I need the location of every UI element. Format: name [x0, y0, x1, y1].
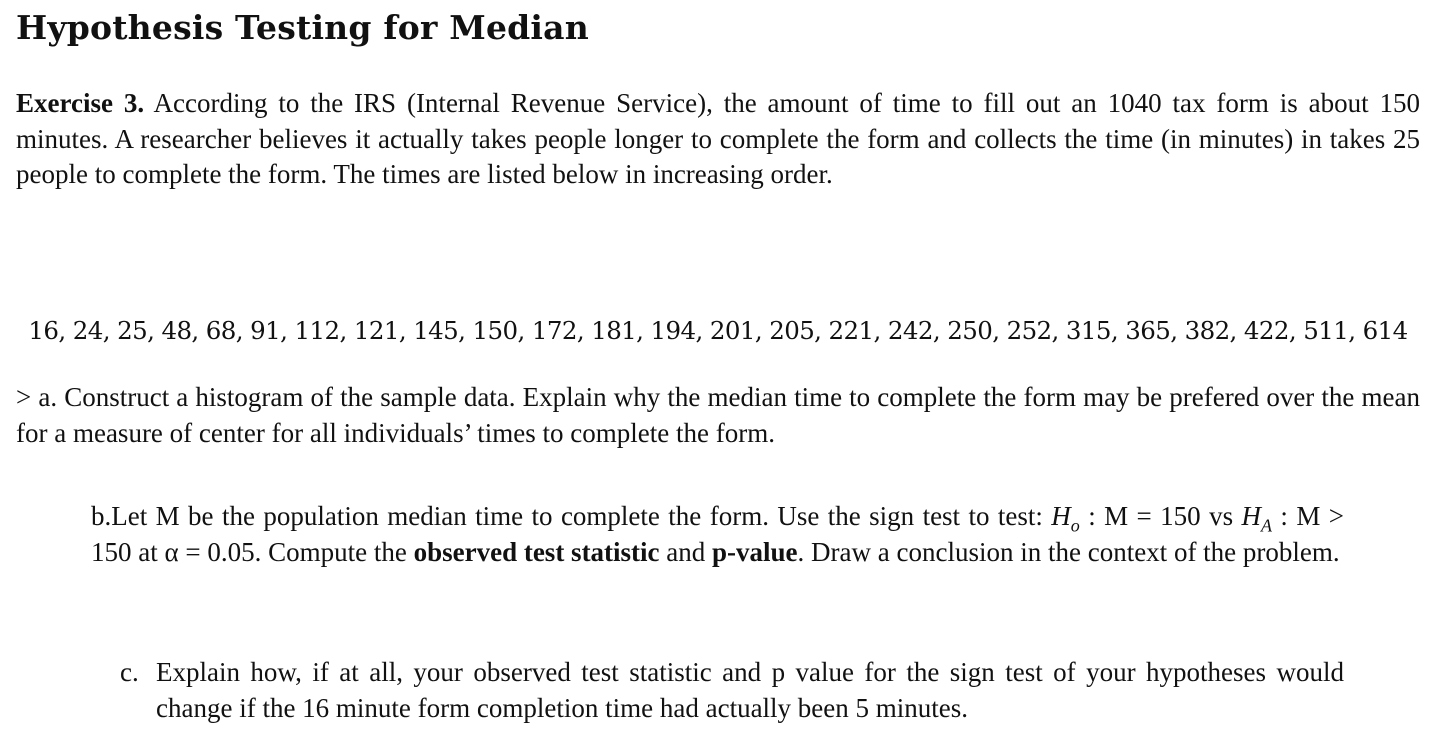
alt-hypothesis-symbol: H — [1241, 501, 1262, 531]
part-a-paragraph: > a. Construct a histogram of the sample data. Explain why the median time to complete the form may be prefered over the mean for a measure of center for all individuals’ times to complete the form. — [16, 382, 1420, 448]
exercise-label: Exercise 3. — [16, 88, 145, 118]
page-title: Hypothesis Testing for Median — [16, 8, 589, 47]
data-values: 16, 24, 25, 48, 68, 91, 112, 121, 145, 150, 172, 181, 194, 201, 205, 221, 242, 250, 252, 315, 365, 382, 422, 511, 614 — [28, 316, 1408, 345]
part-b-paragraph — [91, 499, 1344, 570]
part-c-paragraph: Explain how, if at all, your observed test statistic and p value for the sign test of your hypotheses would change if the 16 minute form completion time had actually been 5 minutes. — [156, 657, 1344, 723]
exercise-paragraph — [16, 86, 1420, 193]
part-c-label: c. — [120, 657, 139, 687]
alt-hypothesis-subscript: A — [1261, 515, 1273, 536]
p-value-term: p-value — [712, 536, 798, 567]
test-statistic-term: observed test statistic — [413, 536, 660, 567]
alt-hypothesis-rest: : M > 150 at α = 0.05. Compute the — [91, 501, 1344, 567]
exercise-text: According to the IRS (Internal Revenue Service), the amount of time to fill out an 1040 tax form is about 150 minutes. A researcher believes it actually takes people longer to complete the form and collects the time (in minutes) in takes 25 people to complete the form. The times are listed below in increasing order. — [16, 88, 1420, 189]
part-b-mid: and — [659, 536, 713, 567]
null-hypothesis-subscript: o — [1070, 515, 1080, 536]
part-b-intro: b.Let M be the population median time to complete the form. Use the sign test to test: — [91, 501, 1052, 531]
null-hypothesis-rest: : M = 150 vs — [1079, 501, 1242, 531]
null-hypothesis-symbol: H — [1051, 501, 1071, 531]
part-b-end: . Draw a conclusion in the context of the problem. — [797, 536, 1340, 567]
